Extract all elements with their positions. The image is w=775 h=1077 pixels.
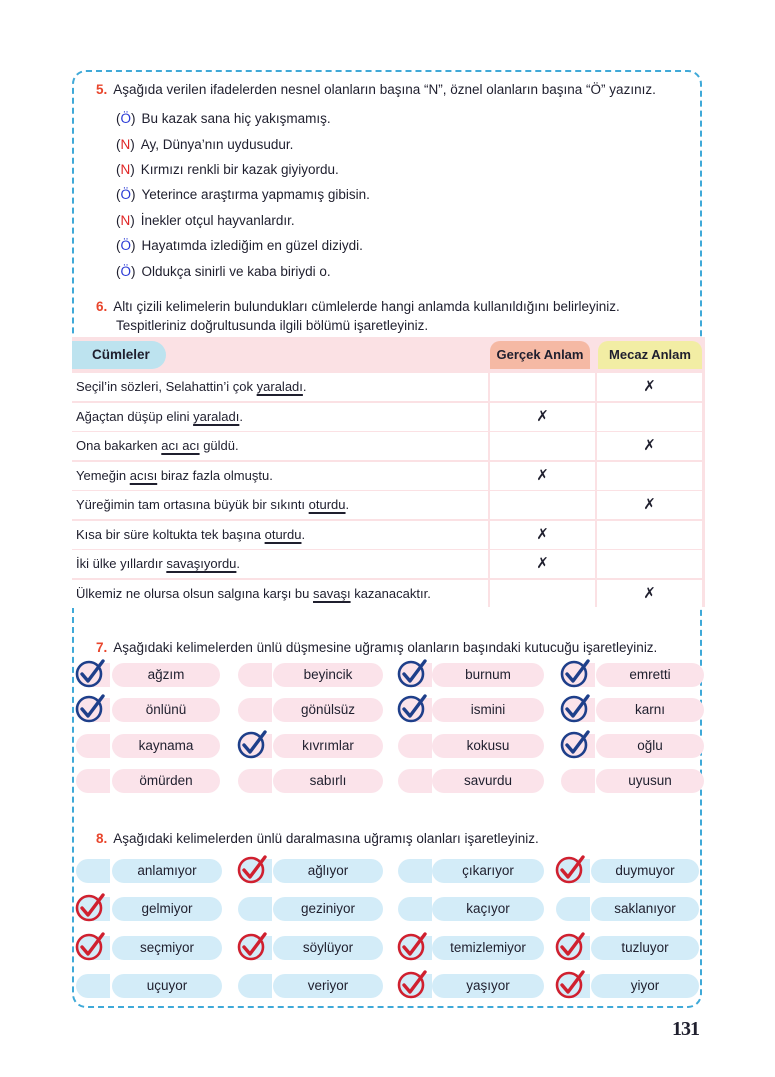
word-pill: kıvrımlar <box>273 734 383 758</box>
underlined-word: oturdu <box>308 497 346 512</box>
table-row <box>72 403 705 431</box>
check-icon <box>236 930 268 962</box>
mark: ✗ <box>536 407 549 425</box>
word-pill: ağzım <box>112 663 220 687</box>
word-pill: ömürden <box>112 769 220 793</box>
q5-statement: Hayatımda izlediğim en güzel diziydi. <box>141 238 363 254</box>
q8-instruction: Aşağıdaki kelimelerden ünlü daralmasına uğramış olanları işaretleyiniz. <box>113 831 539 846</box>
underlined-word: savaşıyordu <box>166 556 237 571</box>
word-pill: gelmiyor <box>112 897 222 921</box>
q6-instruction-1: Altı çizili kelimelerin bulundukları cümlelerde hangi anlamda kullanıldığını belirleyiniz. <box>113 299 620 314</box>
check-icon <box>396 930 428 962</box>
word-pill: emretti <box>596 663 704 687</box>
q5-answer[interactable]: (Ö) <box>116 187 136 203</box>
header-sentences: Cümleler <box>72 341 166 369</box>
table-row <box>72 373 705 401</box>
table-header <box>72 337 705 371</box>
check-icon <box>74 891 106 923</box>
word-pill: yiyor <box>591 974 699 998</box>
word-pill: çıkarıyor <box>432 859 544 883</box>
word-pill: saklanıyor <box>591 897 699 921</box>
sentence-cell: Ağaçtan düşüp elini yaraladı. <box>72 403 488 431</box>
page-number: 131 <box>672 1018 699 1040</box>
literal-cell[interactable] <box>490 550 595 578</box>
q5-list <box>116 106 676 284</box>
table-row <box>72 491 705 519</box>
check-icon <box>236 728 268 760</box>
q5-statement: Kırmızı renkli bir kazak giyiyordu. <box>140 161 339 177</box>
word-pill: burnum <box>432 663 544 687</box>
q5-item <box>116 106 676 131</box>
figurative-cell[interactable] <box>597 550 702 578</box>
word-pill: geziniyor <box>273 897 383 921</box>
check-icon <box>74 657 106 689</box>
literal-cell[interactable] <box>490 580 595 608</box>
q5-statement: Ay, Dünya’nın uydusudur. <box>140 136 294 152</box>
table-row <box>72 580 705 608</box>
checkbox[interactable] <box>76 974 110 998</box>
check-icon <box>554 930 586 962</box>
table-row <box>72 521 705 549</box>
word-pill: ismini <box>432 698 544 722</box>
q5-item <box>116 157 676 182</box>
word-pill: karnı <box>596 698 704 722</box>
header-figurative: Mecaz Anlam <box>598 341 702 369</box>
checkbox[interactable] <box>76 769 110 793</box>
q7-title: 7. Aşağıdaki kelimelerden ünlü düşmesine uğramış olanların başındaki kutucuğu işaretleyiniz. <box>96 640 658 655</box>
figurative-cell[interactable] <box>597 432 702 460</box>
mark: ✗ <box>643 437 656 454</box>
q5-statement: Yeterince araştırma yapmamış gibisin. <box>141 187 370 203</box>
word-pill: kaynama <box>112 734 220 758</box>
mark: ✗ <box>643 378 656 395</box>
check-icon <box>554 853 586 885</box>
meaning-table <box>72 337 705 607</box>
checkbox[interactable] <box>398 859 432 883</box>
check-icon <box>559 728 591 760</box>
word-pill: söylüyor <box>273 936 383 960</box>
figurative-cell[interactable] <box>597 491 702 519</box>
check-icon <box>74 692 106 724</box>
q5-item <box>116 233 676 258</box>
check-icon <box>74 930 106 962</box>
mark: ✗ <box>643 584 656 602</box>
sentence-cell: Ülkemiz ne olursa olsun salgına karşı bu savaşı kazanacaktır. <box>72 580 488 608</box>
q7-instruction: Aşağıdaki kelimelerden ünlü düşmesine uğramış olanların başındaki kutucuğu işaretleyiniz. <box>113 640 658 655</box>
mark: ✗ <box>536 555 549 572</box>
underlined-word: yaraladı <box>193 408 240 424</box>
figurative-cell[interactable] <box>597 373 702 401</box>
word-pill: seçmiyor <box>112 936 222 960</box>
word-pill: savurdu <box>432 769 544 793</box>
q8-title: 8. Aşağıdaki kelimelerden ünlü daralmasına uğramış olanları işaretleyiniz. <box>96 831 539 846</box>
q6-title: 6. Altı çizili kelimelerin bulundukları cümlelerde hangi anlamda kullanıldığını belirleyiniz. <box>96 299 620 314</box>
q6-instruction-2: Tespitleriniz doğrultusunda ilgili bölümü işaretleyiniz. <box>116 318 429 333</box>
word-pill: anlamıyor <box>112 859 222 883</box>
checkbox[interactable] <box>398 734 432 758</box>
checkbox[interactable] <box>238 897 272 921</box>
word-pill: duymuyor <box>591 859 699 883</box>
q5-item <box>116 258 676 283</box>
literal-cell[interactable] <box>490 491 595 519</box>
figurative-cell[interactable] <box>597 403 702 431</box>
check-icon <box>559 692 591 724</box>
table-row <box>72 462 705 490</box>
sentence-cell: Kısa bir süre koltukta tek başına oturdu. <box>72 521 488 549</box>
q5-answer[interactable]: (N) <box>116 136 135 152</box>
word-pill: kaçıyor <box>432 897 544 921</box>
underlined-word: acı acı <box>161 438 200 453</box>
checkbox[interactable] <box>76 859 110 883</box>
q5-statement: Oldukça sinirli ve kaba biriydi o. <box>141 263 331 279</box>
checkbox[interactable] <box>238 698 272 722</box>
word-pill: yaşıyor <box>432 974 544 998</box>
mark: ✗ <box>536 466 549 484</box>
literal-cell[interactable] <box>490 403 595 431</box>
word-pill: sabırlı <box>273 769 383 793</box>
q5-answer[interactable]: (Ö) <box>116 263 136 279</box>
checkbox[interactable] <box>561 769 595 793</box>
word-pill: oğlu <box>596 734 704 758</box>
q5-title: 5. Aşağıda verilen ifadelerden nesnel olanların başına “N”, öznel olanların başına “Ö” yazınız. <box>96 82 656 97</box>
check-icon <box>236 853 268 885</box>
word-pill: uçuyor <box>112 974 222 998</box>
checkbox[interactable] <box>238 663 272 687</box>
checkbox[interactable] <box>238 769 272 793</box>
literal-cell[interactable] <box>490 462 595 490</box>
table-row <box>72 550 705 578</box>
q5-item <box>116 131 676 156</box>
check-icon <box>559 657 591 689</box>
literal-cell[interactable] <box>490 432 595 460</box>
underlined-word: oturdu <box>264 526 302 542</box>
word-pill: kokusu <box>432 734 544 758</box>
figurative-cell[interactable] <box>597 462 702 490</box>
q5-answer[interactable]: (N) <box>116 212 135 228</box>
q5-item <box>116 208 676 233</box>
word-pill: veriyor <box>273 974 383 998</box>
table-row <box>72 432 705 460</box>
literal-cell[interactable] <box>490 373 595 401</box>
word-pill: tuzluyor <box>591 936 699 960</box>
header-literal: Gerçek Anlam <box>490 341 590 369</box>
checkbox[interactable] <box>556 897 590 921</box>
underlined-word: yaraladı <box>256 379 303 394</box>
q5-answer[interactable]: (Ö) <box>116 111 136 127</box>
word-pill: beyincik <box>273 663 383 687</box>
q5-statement: İnekler otçul hayvanlardır. <box>140 212 295 228</box>
word-pill: ağlıyor <box>273 859 383 883</box>
q5-item <box>116 182 676 207</box>
sentence-cell: Yemeğin acısı biraz fazla olmuştu. <box>72 462 488 490</box>
word-pill: önlünü <box>112 698 220 722</box>
sentence-cell: Yüreğimin tam ortasına büyük bir sıkıntı oturdu. <box>72 491 488 519</box>
q5-instruction: Aşağıda verilen ifadelerden nesnel olanların başına “N”, öznel olanların başına “Ö” yazınız. <box>113 82 656 97</box>
figurative-cell[interactable] <box>597 580 702 608</box>
sentence-cell: Ona bakarken acı acı güldü. <box>72 432 488 460</box>
check-icon <box>396 657 428 689</box>
underlined-word: acısı <box>129 467 158 483</box>
sentence-cell: Seçil’in sözleri, Selahattin’i çok yaraladı. <box>72 373 488 401</box>
q5-statement: Bu kazak sana hiç yakışmamış. <box>141 111 331 127</box>
checkbox[interactable] <box>398 897 432 921</box>
figurative-cell[interactable] <box>597 521 702 549</box>
word-pill: temizlemiyor <box>432 936 544 960</box>
literal-cell[interactable] <box>490 521 595 549</box>
checkbox[interactable] <box>76 734 110 758</box>
q5-answer[interactable]: (Ö) <box>116 238 136 254</box>
checkbox[interactable] <box>238 974 272 998</box>
sentence-cell: İki ülke yıllardır savaşıyordu. <box>72 550 488 578</box>
mark: ✗ <box>536 525 549 543</box>
check-icon <box>396 692 428 724</box>
underlined-word: savaşı <box>313 585 351 601</box>
check-icon <box>396 968 428 1000</box>
q5-answer[interactable]: (N) <box>116 161 135 177</box>
check-icon <box>554 968 586 1000</box>
mark: ✗ <box>643 496 656 513</box>
checkbox[interactable] <box>398 769 432 793</box>
word-pill: gönülsüz <box>273 698 383 722</box>
word-pill: uyusun <box>596 769 704 793</box>
